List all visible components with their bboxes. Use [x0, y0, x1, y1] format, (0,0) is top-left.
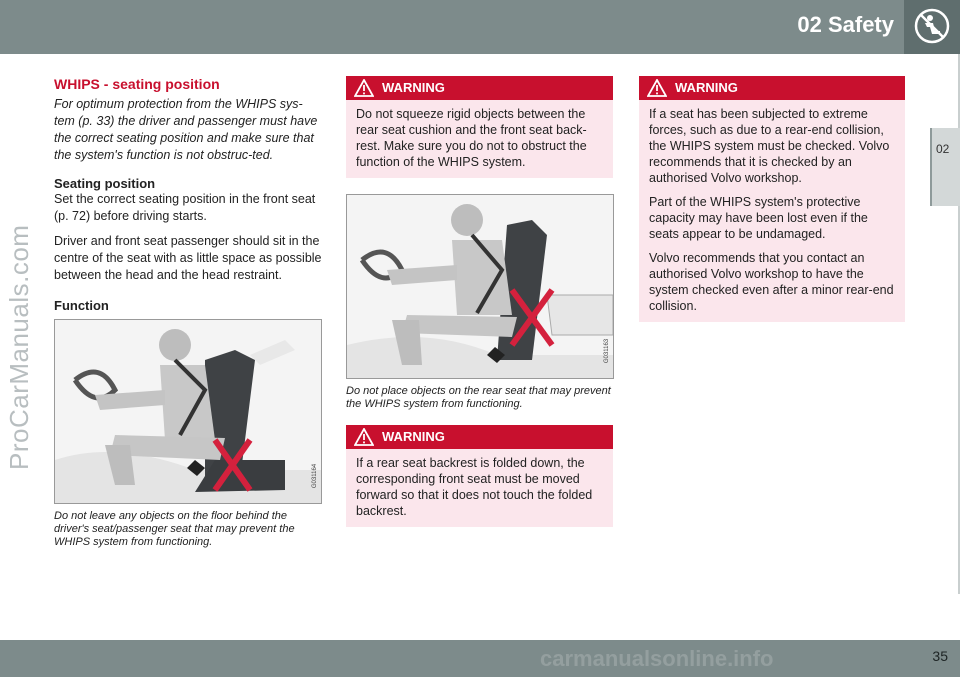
warning-text: Do not squeeze rigid objects between the rear seat cushion and the front seat back-rest. Make sure you do not to obstruct the function of the WHIPS system. — [356, 107, 587, 169]
warning-body — [639, 100, 905, 322]
warning-header — [346, 76, 613, 100]
bottom-watermark: carmanualsonline.info — [540, 646, 774, 671]
seating-paragraph-2: Driver and front seat passenger should sit in the centre of the seat with as little space as possible between the head and the head restraint. — [54, 234, 322, 282]
column-2 — [346, 76, 613, 527]
warning-triangle-icon — [647, 79, 667, 97]
warning-paragraph-1: If a seat has been subjected to extreme forces, such as due to a rear-end collision, the WHIPS system must be checked. Volvo recommends that it is checked by an authorised Volvo workshop. — [649, 107, 890, 185]
warning-title: WARNING — [675, 80, 738, 95]
warning-paragraph-2: Part of the WHIPS system's protective capacity may have been lost even if the seats appear to be undamaged. — [649, 195, 868, 241]
figure-seat-floor — [54, 319, 322, 504]
chapter-tab[interactable] — [930, 128, 960, 206]
page-number: 35 — [932, 648, 948, 664]
rear-seat-illustration — [347, 195, 613, 378]
warning-box-3 — [639, 76, 905, 322]
no-seat-child-icon — [913, 7, 951, 45]
figure-caption: Do not leave any objects on the floor behind the driver's seat/passenger seat that may prevent the WHIPS system from functioning. — [54, 510, 295, 548]
chapter-tab-label: 02 — [936, 142, 950, 156]
side-watermark: ProCarManuals.com — [4, 224, 34, 470]
warning-text: If a rear seat backrest is folded down, the corresponding front seat must be moved forward so that it does not touch the folded backrest. — [356, 456, 593, 518]
chapter-title: 02 Safety — [797, 12, 894, 37]
warning-box-2 — [346, 425, 613, 527]
page-footer — [0, 640, 960, 677]
warning-box-1 — [346, 76, 613, 178]
warning-header — [639, 76, 905, 100]
figure-caption: Do not place objects on the rear seat that may prevent the WHIPS system from functioning. — [346, 385, 611, 410]
seating-paragraph-1: Set the correct seating position in the front seat (p. 72) before driving starts. — [54, 192, 316, 223]
figure-id: G031163 — [603, 338, 610, 364]
header-icon-box — [904, 0, 960, 54]
warning-title: WARNING — [382, 429, 445, 444]
seating-heading: Seating position — [54, 176, 156, 191]
warning-title: WARNING — [382, 80, 445, 95]
seat-illustration — [55, 320, 321, 503]
column-3 — [639, 76, 905, 322]
figure-id: G031164 — [311, 463, 318, 489]
function-heading: Function — [54, 298, 109, 313]
page-header — [0, 0, 960, 54]
warning-triangle-icon — [354, 428, 374, 446]
warning-paragraph-3: Volvo recommends that you contact an authorised Volvo workshop to have the system checked even after a minor rear-end collision. — [649, 251, 894, 313]
warning-header — [346, 425, 613, 449]
figure-rear-seat — [346, 194, 614, 379]
column-1 — [54, 76, 322, 549]
section-title: WHIPS - seating position — [54, 76, 220, 92]
intro-text: For optimum protection from the WHIPS sys-tem (p. 33) the driver and passenger must have the correct seating position and make sure that the system's function is not obstruc-ted. — [54, 97, 318, 162]
warning-triangle-icon — [354, 79, 374, 97]
